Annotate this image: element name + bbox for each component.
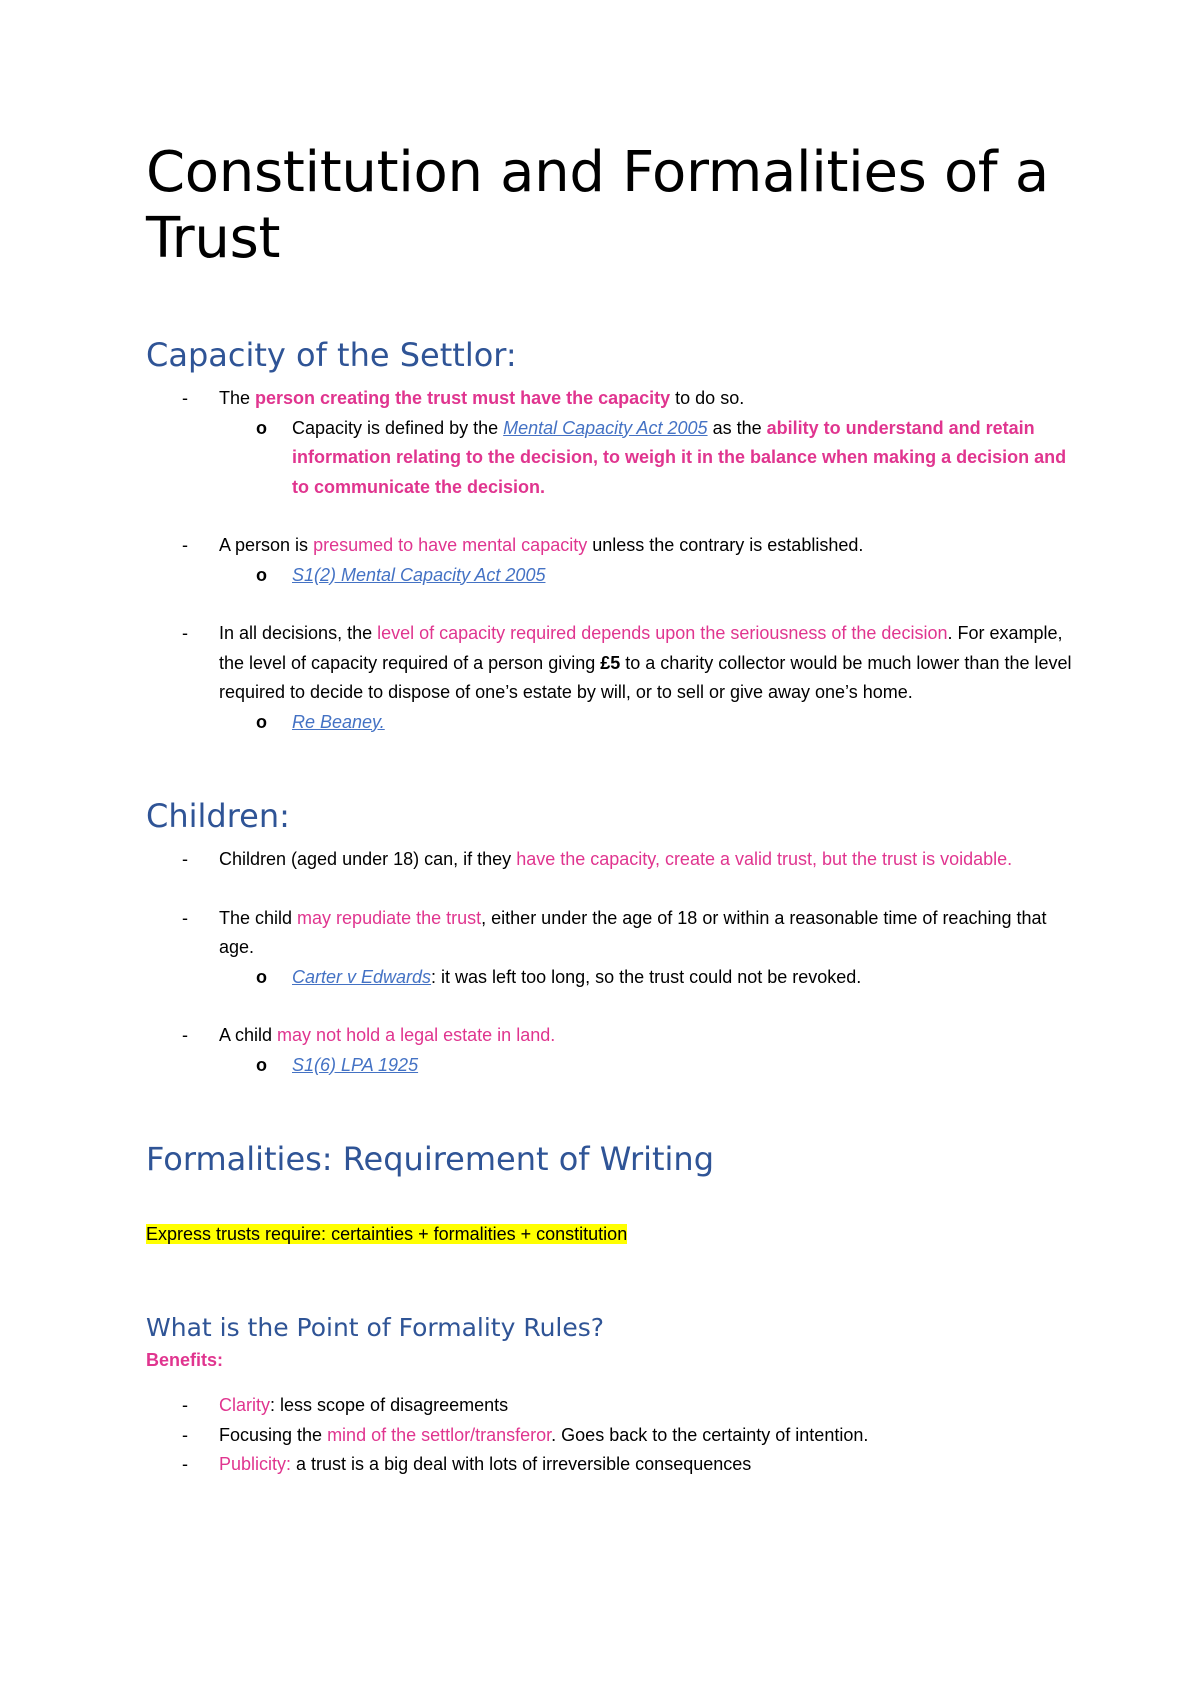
dash-bullet: - (182, 1025, 188, 1045)
dash-bullet: - (182, 535, 188, 555)
yellow-highlight: Express trusts require: certainties + formalities + constitution (146, 1224, 628, 1244)
benefits-label: Benefits: (146, 1349, 224, 1370)
dash-bullet: - (182, 388, 188, 408)
highlight-text: presumed to have mental capacity (313, 535, 588, 555)
bullet-capacity-3: - In all decisions, the level of capacity required depends upon the seriousness of the decision. For example, the level of capacity required of a person giving £5 to a charity collector would be much lower than the level required to decide to dispose of one’s estate by will, or to sell or give away one’s home. (146, 619, 1086, 708)
highlight-text: Publicity: (219, 1454, 292, 1474)
dash-bullet: - (182, 1424, 188, 1445)
highlight-text: Clarity (219, 1395, 271, 1415)
sub-bullet-children-2: o Carter v Edwards: it was left too long, so the trust could not be revoked. (146, 963, 1086, 993)
document-body (146, 140, 1086, 1480)
section-heading-formalities: Formalities: Requirement of Writing (146, 1140, 715, 1178)
bullet-children-1: - Children (aged under 18) can, if they have the capacity, create a valid trust, but the trust is voidable. (146, 845, 1086, 875)
highlight-text: ability to understand and retain information relating to the decision, to weigh it in the balance when making a decision and to communicate the decision. (292, 417, 1067, 497)
highlight-text: mind of the settlor/transferor (327, 1424, 552, 1445)
highlight-text: have the capacity, create a valid trust, but the trust is voidable. (516, 849, 1013, 869)
case-reference-link[interactable]: Carter v Edwards (292, 966, 432, 987)
sub-bullet-capacity-1: o Capacity is defined by the Mental Capacity Act 2005 as the ability to understand and retain information relating to the decision, to weigh it in the balance when making a decision and to communicate the decision. (146, 414, 1086, 503)
highlight-line (146, 1220, 1086, 1250)
circle-bullet: o (256, 1054, 267, 1075)
section-heading-capacity: Capacity of the Settlor: (146, 336, 517, 374)
highlight-text: level of capacity required depends upon the seriousness of the decision (377, 623, 948, 643)
sub-bullet-children-3 (146, 1051, 1086, 1081)
bullet-capacity-2: - A person is presumed to have mental capacity unless the contrary is established. (146, 531, 1086, 561)
sub-bullet-capacity-3 (146, 708, 1086, 738)
statute-reference-link[interactable]: S1(6) LPA 1925 (292, 1054, 419, 1075)
circle-bullet: o (256, 966, 267, 987)
bullet-children-3: - A child may not hold a legal estate in land. (146, 1021, 1086, 1051)
circle-bullet: o (256, 564, 267, 585)
dash-bullet: - (182, 849, 188, 869)
case-reference-link[interactable]: Mental Capacity Act 2005 (503, 417, 708, 438)
bullet-capacity-1: - The person creating the trust must have the capacity to do so. (146, 384, 1086, 414)
dash-bullet: - (182, 623, 188, 643)
bullet-benefit-2: - Focusing the mind of the settlor/transferor. Goes back to the certainty of intention. (146, 1421, 1086, 1451)
highlight-text: person creating the trust must have the capacity (255, 388, 671, 408)
circle-bullet: o (256, 711, 267, 732)
dash-bullet: - (182, 1395, 188, 1415)
bullet-benefit-1: - Clarity: less scope of disagreements (146, 1391, 1086, 1421)
dash-bullet: - (182, 907, 188, 928)
sub-bullet-capacity-2 (146, 561, 1086, 591)
highlight-text: may repudiate the trust (297, 907, 482, 928)
document-title: Constitution and Formalities of a Trust (146, 140, 1049, 271)
dash-bullet: - (182, 1454, 188, 1474)
highlight-text: may not hold a legal estate in land. (277, 1025, 556, 1045)
bullet-children-2: - The child may repudiate the trust, either under the age of 18 or within a reasonable time of reaching that age. (146, 904, 1086, 963)
circle-bullet: o (256, 417, 267, 438)
case-reference-link[interactable]: Re Beaney. (292, 711, 385, 732)
bullet-benefit-3: - Publicity: a trust is a big deal with lots of irreversible consequences (146, 1450, 1086, 1480)
subsection-heading-point: What is the Point of Formality Rules? (146, 1312, 605, 1342)
section-heading-children: Children: (146, 797, 290, 835)
statute-reference-link[interactable]: S1(2) Mental Capacity Act 2005 (292, 564, 546, 585)
